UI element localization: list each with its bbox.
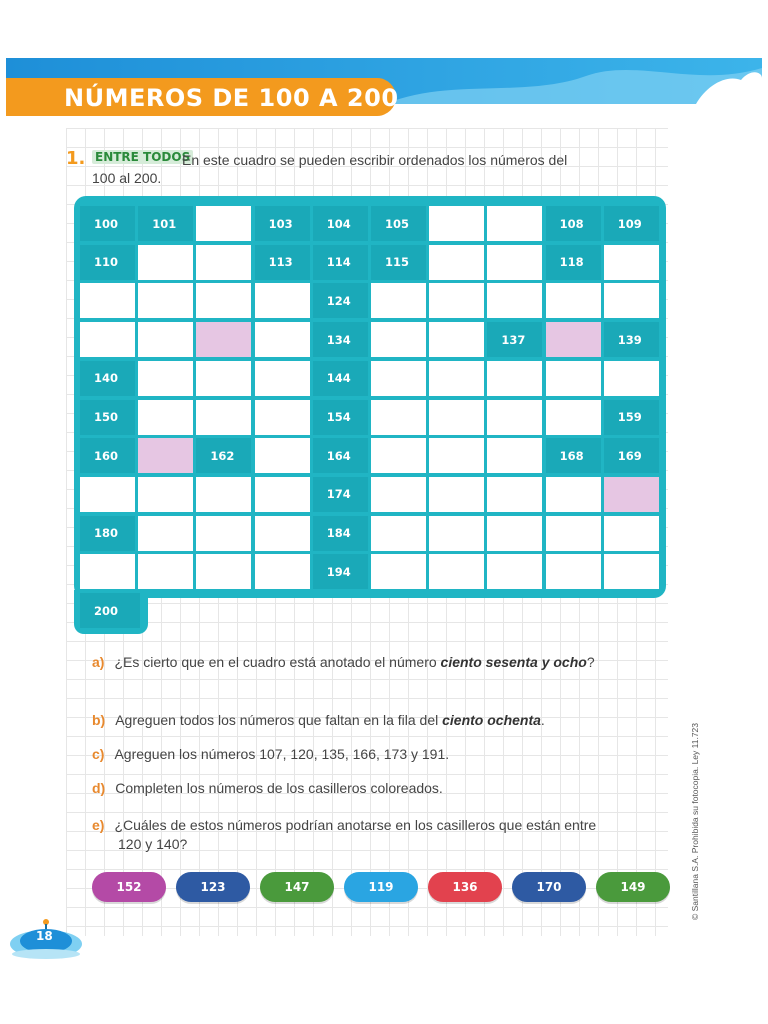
grid-cell[interactable] [371, 554, 426, 589]
grid-cell[interactable] [429, 322, 484, 357]
grid-cell[interactable] [429, 206, 484, 241]
item-e [92, 816, 662, 854]
page-number: 18 [36, 929, 53, 943]
answer-option-pill[interactable]: 136 [428, 872, 502, 902]
grid-cell: 118 [546, 245, 601, 280]
grid-cell[interactable] [429, 400, 484, 435]
answer-option-pill[interactable]: 152 [92, 872, 166, 902]
item-text-end: . [540, 712, 545, 728]
question-number: 1. [66, 148, 86, 169]
grid-cell: 164 [313, 438, 368, 473]
item-label: a) [92, 654, 105, 670]
item-emphasis: ciento ochenta [442, 712, 541, 728]
grid-cell: 169 [604, 438, 659, 473]
item-a [92, 654, 595, 670]
grid-cell: 101 [138, 206, 193, 241]
item-b [92, 712, 545, 728]
grid-cell[interactable] [604, 245, 659, 280]
grid-cell[interactable] [138, 322, 193, 357]
grid-cell[interactable] [255, 516, 310, 551]
question-text: En este cuadro se pueden escribir ordenados los números del [182, 152, 568, 168]
item-text: ¿Cuáles de estos números podrían anotarse en los casilleros que están entre [114, 817, 597, 833]
item-label: b) [92, 712, 106, 728]
grid-cell[interactable] [371, 283, 426, 318]
grid-cell: 104 [313, 206, 368, 241]
item-text: Agreguen los números 107, 120, 135, 166, 173 y 191. [114, 746, 450, 762]
grid-cell[interactable] [196, 206, 251, 241]
grid-cell[interactable] [196, 516, 251, 551]
grid-cell[interactable] [429, 245, 484, 280]
grid-cell[interactable] [255, 554, 310, 589]
grid-cell[interactable] [80, 283, 135, 318]
grid-cell[interactable] [429, 554, 484, 589]
grid-cell: 113 [255, 245, 310, 280]
grid-cell: 100 [80, 206, 135, 241]
grid-cell[interactable] [255, 438, 310, 473]
grid-cell-200: 200 [80, 593, 140, 628]
grid-cell[interactable] [196, 283, 251, 318]
copyright-note: © Santillana S.A. Prohibida su fotocopia. Ley 11.723 [690, 722, 700, 920]
grid-cell: 110 [80, 245, 135, 280]
answer-option-pill[interactable]: 119 [344, 872, 418, 902]
grid-cell[interactable] [546, 400, 601, 435]
grid-cell[interactable] [255, 361, 310, 396]
grid-cell[interactable] [604, 554, 659, 589]
grid-cell[interactable] [429, 477, 484, 512]
grid-cell[interactable] [138, 516, 193, 551]
grid-cell[interactable] [429, 361, 484, 396]
grid-cell[interactable] [138, 245, 193, 280]
grid-cell: 160 [80, 438, 135, 473]
grid-cell: 154 [313, 400, 368, 435]
grid-cell[interactable] [546, 516, 601, 551]
grid-cell[interactable] [196, 554, 251, 589]
item-c [92, 746, 449, 762]
answer-option-pill[interactable]: 149 [596, 872, 670, 902]
grid-cell: 162 [196, 438, 251, 473]
grid-cell: 180 [80, 516, 135, 551]
item-text-line2: 120 y 140? [118, 836, 188, 852]
grid-cell[interactable] [371, 400, 426, 435]
grid-cell: 109 [604, 206, 659, 241]
grid-cell[interactable] [371, 438, 426, 473]
grid-cell[interactable] [371, 516, 426, 551]
grid-cell[interactable] [196, 477, 251, 512]
grid-cell[interactable] [138, 477, 193, 512]
grid-cell[interactable] [604, 283, 659, 318]
item-emphasis: ciento sesenta y ocho [440, 654, 587, 670]
item-label: d) [92, 780, 106, 796]
grid-cell[interactable] [604, 361, 659, 396]
grid-cell[interactable] [546, 554, 601, 589]
grid-cell[interactable] [255, 400, 310, 435]
grid-cell[interactable] [371, 361, 426, 396]
answer-option-pill[interactable]: 170 [512, 872, 586, 902]
grid-cell[interactable] [80, 322, 135, 357]
grid-cell[interactable] [487, 438, 542, 473]
grid-cell: 174 [313, 477, 368, 512]
grid-cell[interactable] [487, 245, 542, 280]
grid-cell[interactable] [196, 400, 251, 435]
grid-cell: 115 [371, 245, 426, 280]
grid-cell[interactable] [429, 516, 484, 551]
item-text: ¿Es cierto que en el cuadro está anotado el número [114, 654, 441, 670]
grid-cell[interactable] [429, 283, 484, 318]
grid-cell[interactable] [80, 477, 135, 512]
grid-cell[interactable] [487, 400, 542, 435]
item-text-end: ? [586, 654, 595, 670]
grid-cell[interactable] [138, 361, 193, 396]
grid-cell: 105 [371, 206, 426, 241]
grid-cell[interactable] [138, 283, 193, 318]
grid-cell: 103 [255, 206, 310, 241]
grid-cell[interactable] [196, 245, 251, 280]
grid-cell[interactable] [196, 361, 251, 396]
grid-cell[interactable] [371, 322, 426, 357]
grid-cell[interactable] [546, 283, 601, 318]
grid-cell: 114 [313, 245, 368, 280]
grid-cell: 159 [604, 400, 659, 435]
grid-cell: 139 [604, 322, 659, 357]
grid-cell[interactable] [196, 322, 251, 357]
item-label: e) [92, 817, 105, 833]
entre-todos-tag: ENTRE TODOS [92, 150, 193, 164]
grid-cell[interactable] [138, 400, 193, 435]
grid-cell[interactable] [138, 438, 193, 473]
grid-cell: 194 [313, 554, 368, 589]
grid-cell[interactable] [255, 322, 310, 357]
grid-cell[interactable] [487, 516, 542, 551]
grid-cell[interactable] [487, 206, 542, 241]
grid-cell[interactable] [429, 438, 484, 473]
item-text: Completen los números de los casilleros coloreados. [115, 780, 443, 796]
grid-cell[interactable] [255, 477, 310, 512]
grid-cell: 168 [546, 438, 601, 473]
item-text: Agreguen todos los números que faltan en la fila del [115, 712, 443, 728]
grid-cell[interactable] [604, 516, 659, 551]
page-title: NÚMEROS DE 100 A 200 [64, 84, 399, 112]
grid-cell: 184 [313, 516, 368, 551]
answer-option-pill[interactable]: 147 [260, 872, 334, 902]
grid-cell[interactable] [604, 477, 659, 512]
grid-cell[interactable] [80, 554, 135, 589]
item-d [92, 780, 443, 796]
grid-cell[interactable] [546, 322, 601, 357]
grid-cell: 144 [313, 361, 368, 396]
grid-cell[interactable] [255, 283, 310, 318]
item-label: c) [92, 746, 105, 762]
question-text-line2: 100 al 200. [92, 170, 162, 186]
grid-cell[interactable] [546, 361, 601, 396]
grid-cell: 108 [546, 206, 601, 241]
grid-cell[interactable] [487, 477, 542, 512]
grid-cell[interactable] [487, 283, 542, 318]
grid-cell: 134 [313, 322, 368, 357]
grid-cell[interactable] [546, 477, 601, 512]
grid-cell: 137 [487, 322, 542, 357]
answer-option-pill[interactable]: 123 [176, 872, 250, 902]
grid-cell: 140 [80, 361, 135, 396]
grid-cell[interactable] [487, 361, 542, 396]
grid-cell: 150 [80, 400, 135, 435]
grid-cell: 124 [313, 283, 368, 318]
grid-cell[interactable] [487, 554, 542, 589]
grid-cell[interactable] [371, 477, 426, 512]
grid-cell[interactable] [138, 554, 193, 589]
